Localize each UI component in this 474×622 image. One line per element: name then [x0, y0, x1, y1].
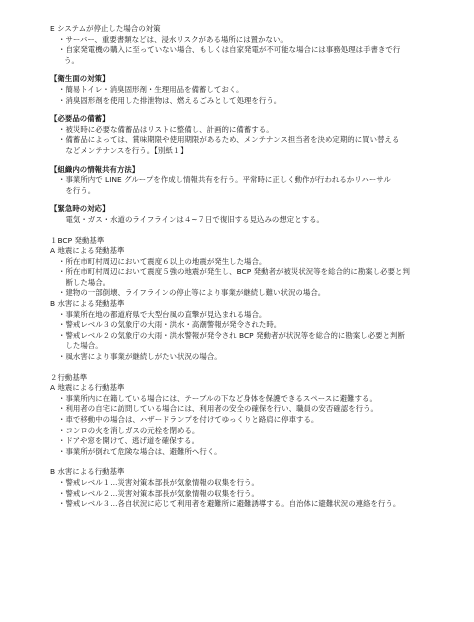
list-item-continuation: などメンテナンスを行う。【別紙１】 [58, 145, 188, 155]
list-item: ・警戒レベル２の気象庁の大雨・洪水警報が発令され BCP 発動者が状況等を総合的に勘案し必要と判断 [58, 330, 405, 340]
section-heading: E システムが停止した場合の対策 [50, 24, 161, 33]
list-item: ・所在市町村周辺において震度６以上の地震が発生した場合。 [58, 256, 267, 266]
section-hygiene [50, 74, 444, 106]
list-item: ・風水害により事業が継続しがたい状況の場合。 [58, 352, 222, 362]
section-system-stop [50, 24, 444, 66]
subsection-heading: A 地震による行動基準 [50, 383, 125, 393]
section-info-sharing [50, 165, 444, 197]
list-item-continuation: した場合。 [58, 341, 103, 351]
list-item: ・利用者の自宅に訪問している場合には、利用者の安全の確保を行い、職員の安否確認を行う。 [58, 404, 378, 414]
subsection-heading: B 水害による行動基準 [50, 467, 125, 477]
list-item-continuation: を行う。 [58, 185, 96, 195]
section-stockpile [50, 114, 444, 156]
section-bcp-criteria [50, 236, 444, 363]
section-heading: 【衛生面の対策】 [50, 74, 110, 84]
list-item: ・警戒レベル３の気象庁の大雨・洪水・高潮警報が発令された時。 [58, 320, 282, 330]
section-heading: 【緊急時の対応】 [50, 204, 110, 214]
list-item: ・コンロの火を消しガスの元栓を閉める。 [58, 425, 200, 435]
subsection-heading: A 地震による発動基準 [50, 246, 125, 256]
list-item: ・警戒レベル１…災害対策本部長が気象情報の収集を行う。 [58, 477, 259, 487]
section-heading: １BCP 発動基準 [50, 235, 105, 245]
list-item: ・車で移動中の場合は、ハザードランプを付けてゆっくりと路肩に停車する。 [58, 415, 319, 424]
section-emergency [50, 204, 444, 225]
list-item: ・ドアや窓を開けて、逃げ道を確保する。 [58, 436, 200, 446]
list-item: ・消臭固形剤を使用した排泄物は、燃えるごみとして処理を行う。 [58, 95, 282, 105]
section-heading: ２行動基準 [50, 372, 88, 382]
list-item: ・建物の一部倒壊、ライフラインの停止等により事業が継続し難い状況の場合。 [58, 288, 326, 298]
paragraph: 電気・ガス・水道のライフラインは４~７日で復旧する見込みの想定とする。 [58, 214, 325, 224]
list-item: ・警戒レベル２…災害対策本部長が気象情報の収集を行う。 [58, 488, 259, 498]
list-item-continuation: 断した場合。 [58, 277, 111, 287]
list-item: ・事業所が倒れて危険な場合は、避難所へ行く。 [58, 446, 222, 456]
section-heading: 【組織内の情報共有方法】 [50, 164, 140, 174]
list-item: ・備蓄品によっては、賞味期限や使用期限があるため、メンテナンス担当者を決め定期的に買い替える [58, 135, 400, 145]
list-item-continuation: う。 [64, 55, 79, 65]
list-item: ・サーバー、重要書類などは、浸水リスクがある場所には置かない。 [58, 34, 288, 44]
list-item: ・事業所内に在籍している場合には、テーブルの下など身体を保護できるスペースに避難する。 [58, 393, 377, 403]
subsection-heading: B 水害による発動基準 [50, 299, 125, 309]
section-heading: 【必要品の備蓄】 [50, 114, 110, 124]
list-item: ・簡易トイレ・消臭固形剤・生理用品を備蓄しておく。 [58, 84, 244, 94]
section-action-criteria [50, 373, 444, 510]
list-item: ・被災時に必要な備蓄品はリストに整備し、計画的に備蓄する。 [58, 124, 274, 134]
list-item: ・警戒レベル３…各自状況に応じて利用者を避難所に避難誘導する。自治体に避難状況の連絡を行う。 [58, 499, 401, 509]
list-item: ・自家発電機の購入に至っていない場合、もしくは自家発電が不可能な場合には事務処理は手書きで行 [58, 45, 401, 55]
list-item: ・所在市町村周辺において震度５強の地震が発生し、BCP 発動者が被災状況等を総合的に勘案し必要と判 [58, 267, 410, 277]
list-item: ・事業所在地の都道府県で大型台風の直撃が見込まれる場合。 [58, 309, 267, 319]
list-item: ・事業所内で LINE グループを作成し情報共有を行う。平常時に正しく動作が行われるかリハーサル [58, 175, 391, 185]
